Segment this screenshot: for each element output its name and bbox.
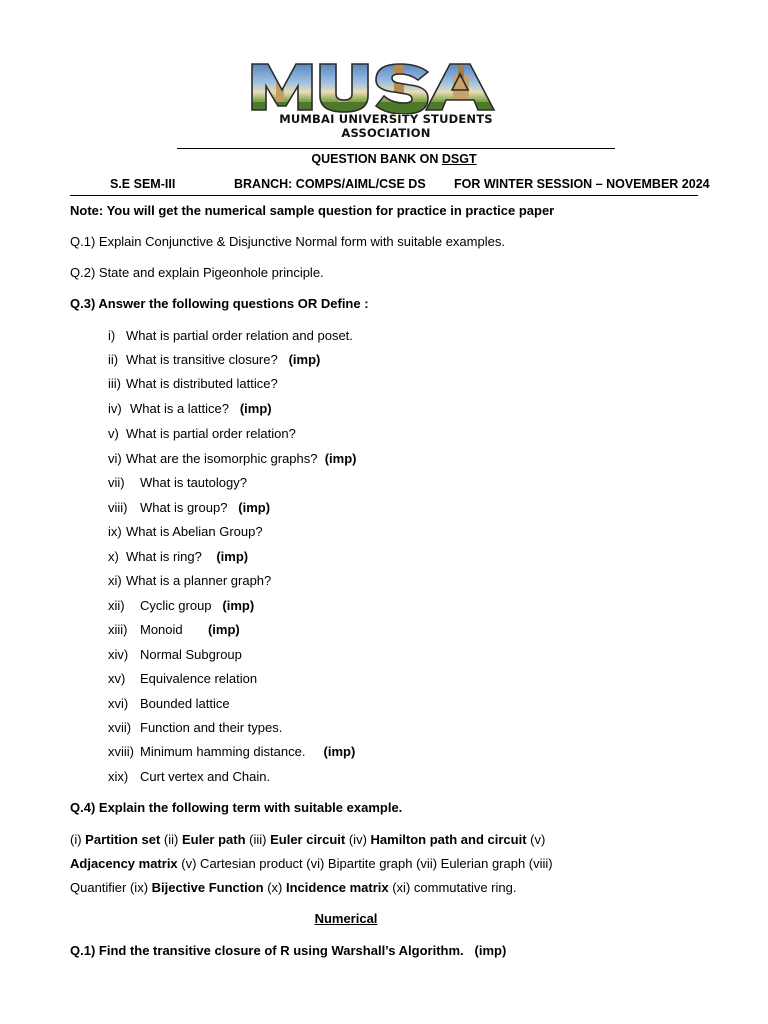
list-item: xviii) Minimum hamming distance. (imp)	[108, 744, 356, 759]
musa-logo	[248, 56, 524, 140]
list-item: iii) What is distributed lattice?	[108, 376, 278, 391]
imp-badge: (imp)	[323, 744, 356, 759]
session-label: FOR WINTER SESSION – NOVEMBER 2024	[454, 177, 710, 191]
imp-badge: (imp)	[207, 622, 240, 637]
divider-rule	[70, 195, 698, 196]
list-item: xiii) Monoid (imp)	[108, 622, 240, 637]
list-item: xvii) Function and their types.	[108, 720, 283, 735]
title-subject: DSGT	[441, 152, 477, 166]
list-item: viii) What is group? (imp)	[108, 500, 271, 515]
list-item: vi) What are the isomorphic graphs? (imp)	[108, 451, 357, 466]
list-item: xii) Cyclic group (imp)	[108, 598, 255, 613]
list-item: xvi) Bounded lattice	[108, 696, 230, 711]
imp-badge: (imp)	[239, 401, 272, 416]
question-2: Q.2) State and explain Pigeonhole principle.	[70, 265, 324, 280]
note-text: Note: You will get the numerical sample question for practice in practice paper	[70, 203, 555, 218]
logo-tagline: MUMBAI UNIVERSITY STUDENTS ASSOCIATION	[279, 112, 493, 140]
imp-badge: (imp)	[324, 451, 357, 466]
question-1: Q.1) Explain Conjunctive & Disjunctive Normal form with suitable examples.	[70, 234, 505, 249]
list-item: v) What is partial order relation?	[108, 426, 296, 441]
numerical-heading: Numerical	[314, 911, 378, 926]
list-item: xix) Curt vertex and Chain.	[108, 769, 271, 784]
page-title	[0, 152, 768, 166]
list-item: ii) What is transitive closure? (imp)	[108, 352, 321, 367]
imp-badge: (imp)	[288, 352, 321, 367]
musa-logo-graphic	[248, 56, 524, 114]
title-prefix: QUESTION BANK ON	[311, 152, 442, 166]
question-3: Q.3) Answer the following questions OR Define :	[70, 296, 369, 311]
list-item: xv) Equivalence relation	[108, 671, 258, 686]
list-item: x) What is ring? (imp)	[108, 549, 249, 564]
list-item: vii) What is tautology?	[108, 475, 247, 490]
q4-terms-line-3: Quantifier (ix) Bijective Function (x) Incidence matrix (xi) commutative ring.	[70, 880, 517, 895]
question-4: Q.4) Explain the following term with suitable example.	[70, 800, 403, 815]
list-item: iv) What is a lattice? (imp)	[108, 401, 272, 416]
q4-terms-line-1: (i) Partition set (ii) Euler path (iii) Euler circuit (iv) Hamilton path and circuit (v)	[70, 832, 546, 847]
branch-label: BRANCH: COMPS/AIML/CSE DS	[234, 177, 426, 191]
q4-terms-line-2: Adjacency matrix (v) Cartesian product (vi) Bipartite graph (vii) Eulerian graph (viii)	[70, 856, 553, 871]
list-item: xiv) Normal Subgroup	[108, 647, 242, 662]
list-item: ix) What is Abelian Group?	[108, 524, 263, 539]
list-item: i) What is partial order relation and poset.	[108, 328, 353, 343]
imp-badge: (imp)	[474, 943, 507, 958]
imp-badge: (imp)	[216, 549, 249, 564]
list-item: xi) What is a planner graph?	[108, 573, 272, 588]
imp-badge: (imp)	[238, 500, 271, 515]
semester-label: S.E SEM-III	[110, 177, 176, 191]
numerical-question-1: Q.1) Find the transitive closure of R using Warshall’s Algorithm. (imp)	[70, 943, 507, 958]
header-rule	[177, 148, 615, 149]
imp-badge: (imp)	[222, 598, 255, 613]
